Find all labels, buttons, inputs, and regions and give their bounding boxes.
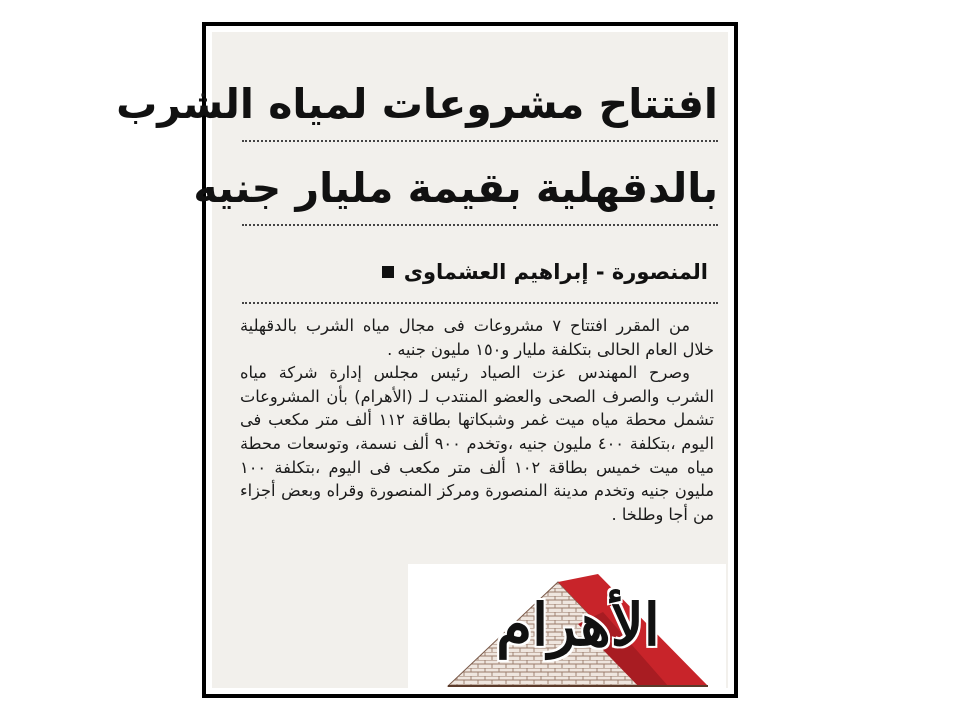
clipping-frame (116, 22, 738, 698)
article-body (240, 314, 714, 526)
dotted-divider (242, 140, 718, 142)
newspaper-clipping (116, 32, 728, 688)
square-bullet-icon (382, 266, 394, 278)
al-ahram-logo (408, 564, 726, 694)
dotted-divider (242, 224, 718, 226)
logo-wordmark: الأهرام (496, 591, 660, 659)
article-paragraph-2: وصرح المهندس عزت الصياد رئيس مجلس إدارة شركة مياه الشرب والصرف الصحى والعضو المنتدب لـ (الأهرام) بأن المشروعات تشمل محطة مياه ميت غمر وشبكاتها بطاقة ١١٢ ألف متر مكعب فى اليوم ،بتكلفة ٤٠٠ مليون جنيه ،وتخدم ٩٠٠ ألف نسمة، وتوسعات محطة مياه ميت خميس بطاقة ١٠٢ ألف متر مكعب فى اليوم ،بتكلفة ١٠٠ مليون جنيه وتخدم مدينة المنصورة ومركز المنصورة وقراه وبعض أجزاء من أجا وطلخا . (240, 363, 714, 524)
byline-text: المنصورة - إبراهيم العشماوى (403, 260, 708, 284)
article-paragraph-1: من المقرر افتتاح ٧ مشروعات فى مجال مياه الشرب بالدقهلية خلال العام الحالى بتكلفة مليار و١٥٠ مليون جنيه . (240, 316, 714, 359)
headline-line-1: افتتاح مشروعات لمياه الشرب (116, 80, 718, 128)
dotted-divider (242, 302, 718, 304)
byline (382, 260, 708, 284)
headline-line-2: بالدقهلية بقيمة مليار جنيه (193, 164, 718, 212)
